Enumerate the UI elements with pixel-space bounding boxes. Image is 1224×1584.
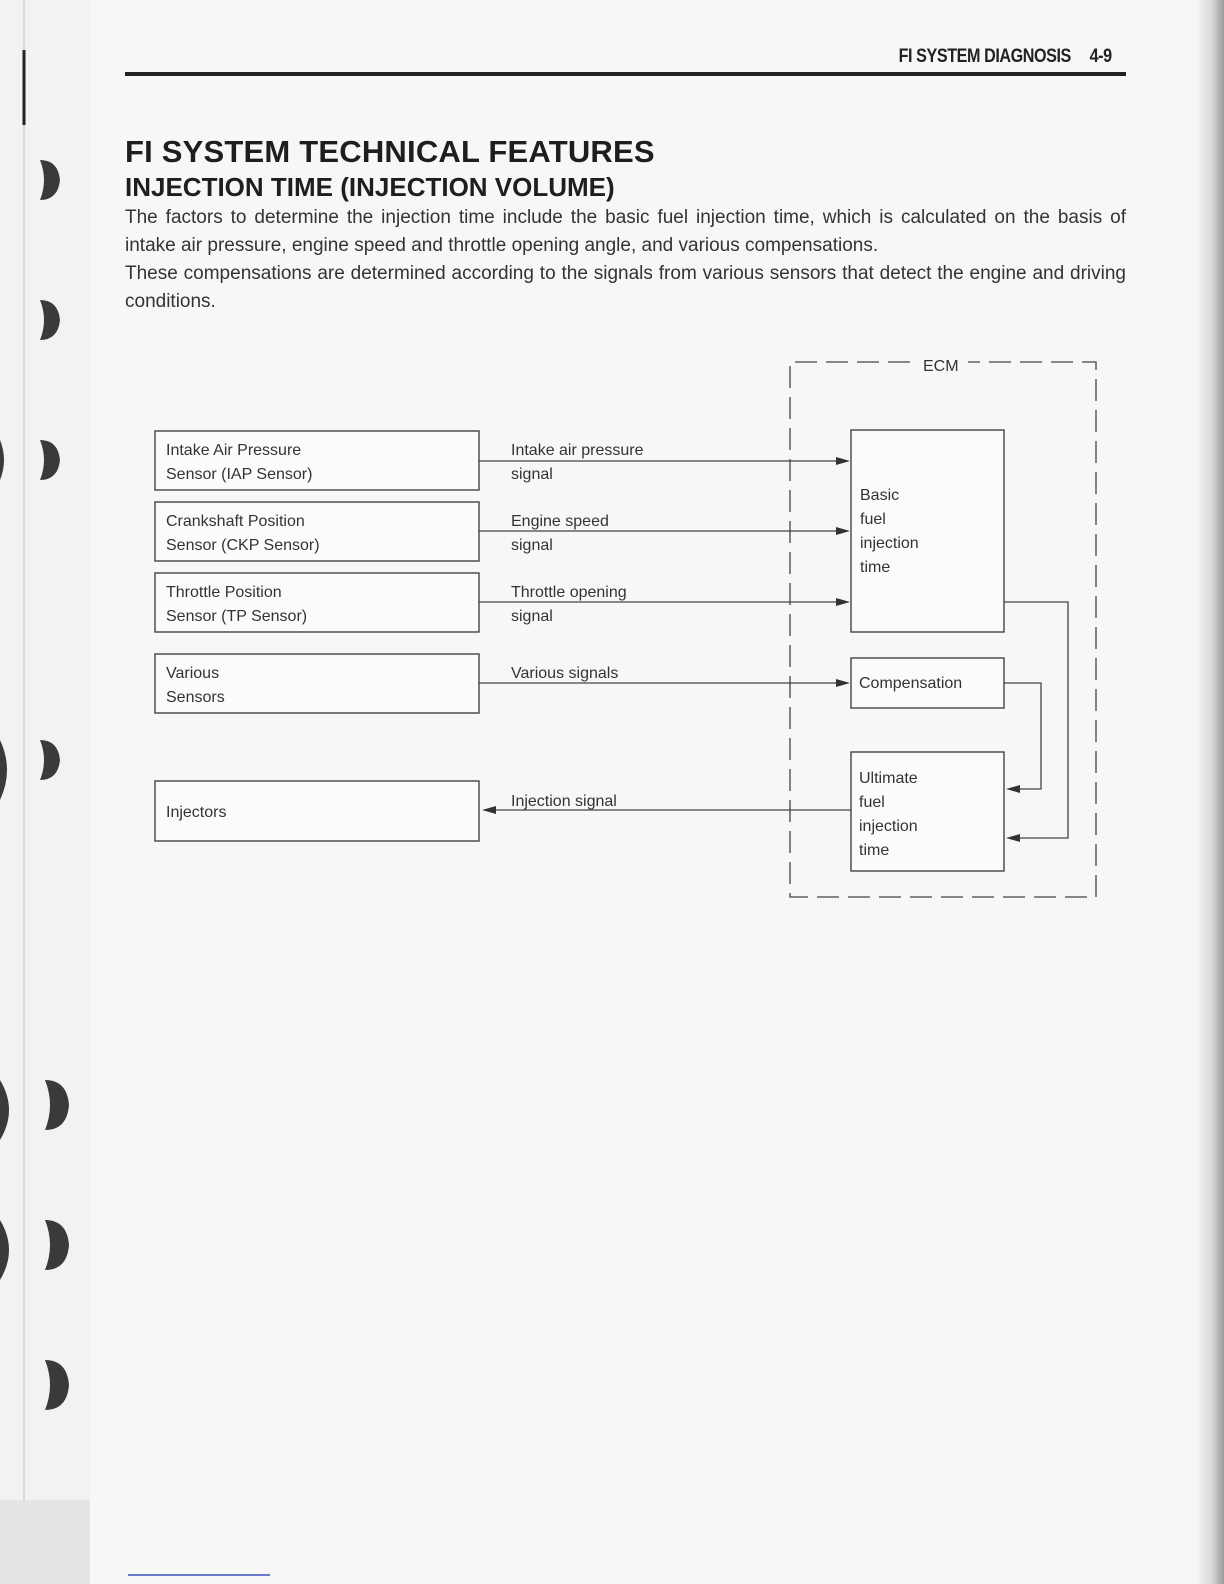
- ecm-label: ECM: [923, 358, 959, 375]
- injectors-box: [155, 781, 479, 841]
- paragraph-1: The factors to determine the injection time include the basic fuel injection time, which is calculated on the basis of intake air pressure, engine speed and throttle opening angle, and various compensations.: [125, 207, 1126, 256]
- signal-iap-label2: signal: [511, 466, 553, 483]
- header-section: FI SYSTEM DIAGNOSIS: [898, 46, 1072, 67]
- sensor-iap-line2: Sensor (IAP Sensor): [166, 466, 313, 483]
- sensor-ckp-line2: Sensor (CKP Sensor): [166, 537, 320, 554]
- sensor-tp-line2: Sensor (TP Sensor): [166, 608, 308, 625]
- compensation-label: Compensation: [859, 675, 963, 692]
- sensor-various-line2: Sensors: [166, 689, 225, 706]
- signal-tp-label2: signal: [511, 608, 553, 625]
- signal-ckp-label1: Engine speed: [511, 513, 609, 530]
- sensor-iap-line1: Intake Air Pressure: [166, 442, 302, 459]
- signal-injection: [482, 793, 851, 814]
- sensor-box-tp: [155, 573, 479, 632]
- signal-various: [479, 665, 850, 687]
- sensor-various-line1: Various: [166, 665, 220, 682]
- compensation-to-ultimate-connector: [1004, 683, 1041, 793]
- ultimate-line4: time: [859, 842, 890, 859]
- signal-ckp: [479, 513, 850, 554]
- sensor-box-various: [155, 654, 479, 713]
- basic-line2: fuel: [860, 511, 886, 528]
- signal-various-label: Various signals: [511, 665, 619, 682]
- sensor-ckp-line1: Crankshaft Position: [166, 513, 305, 530]
- paragraph-2: These compensations are determined according to the signals from various sensors that detect the engine and driving conditions.: [125, 263, 1126, 312]
- header-page-number: 4-9: [1089, 46, 1112, 67]
- signal-ckp-label2: signal: [511, 537, 553, 554]
- page-title: FI SYSTEM TECHNICAL FEATURES: [125, 134, 655, 169]
- basic-line3: injection: [860, 535, 919, 552]
- signal-tp-label1: Throttle opening: [511, 584, 627, 601]
- section-subtitle: INJECTION TIME (INJECTION VOLUME): [125, 172, 615, 202]
- sensor-tp-line1: Throttle Position: [166, 584, 282, 601]
- compensation-box: [851, 658, 1004, 708]
- signal-iap-label1: Intake air pressure: [511, 442, 644, 459]
- ultimate-line2: fuel: [859, 794, 885, 811]
- sensor-box-iap: [155, 431, 479, 490]
- signal-iap: [479, 442, 850, 483]
- signal-tp: [479, 584, 850, 625]
- signal-injection-label: Injection signal: [511, 793, 617, 810]
- basic-line1: Basic: [860, 487, 900, 504]
- injectors-label: Injectors: [166, 804, 227, 821]
- ultimate-line3: injection: [859, 818, 918, 835]
- sensor-box-ckp: [155, 502, 479, 561]
- basic-fuel-injection-time-box: [851, 430, 1004, 632]
- basic-line4: time: [860, 559, 891, 576]
- basic-to-ultimate-connector: [1004, 602, 1068, 842]
- ultimate-line1: Ultimate: [859, 770, 918, 787]
- ultimate-fuel-injection-time-box: [851, 752, 1004, 871]
- footer-mark: [128, 1574, 270, 1576]
